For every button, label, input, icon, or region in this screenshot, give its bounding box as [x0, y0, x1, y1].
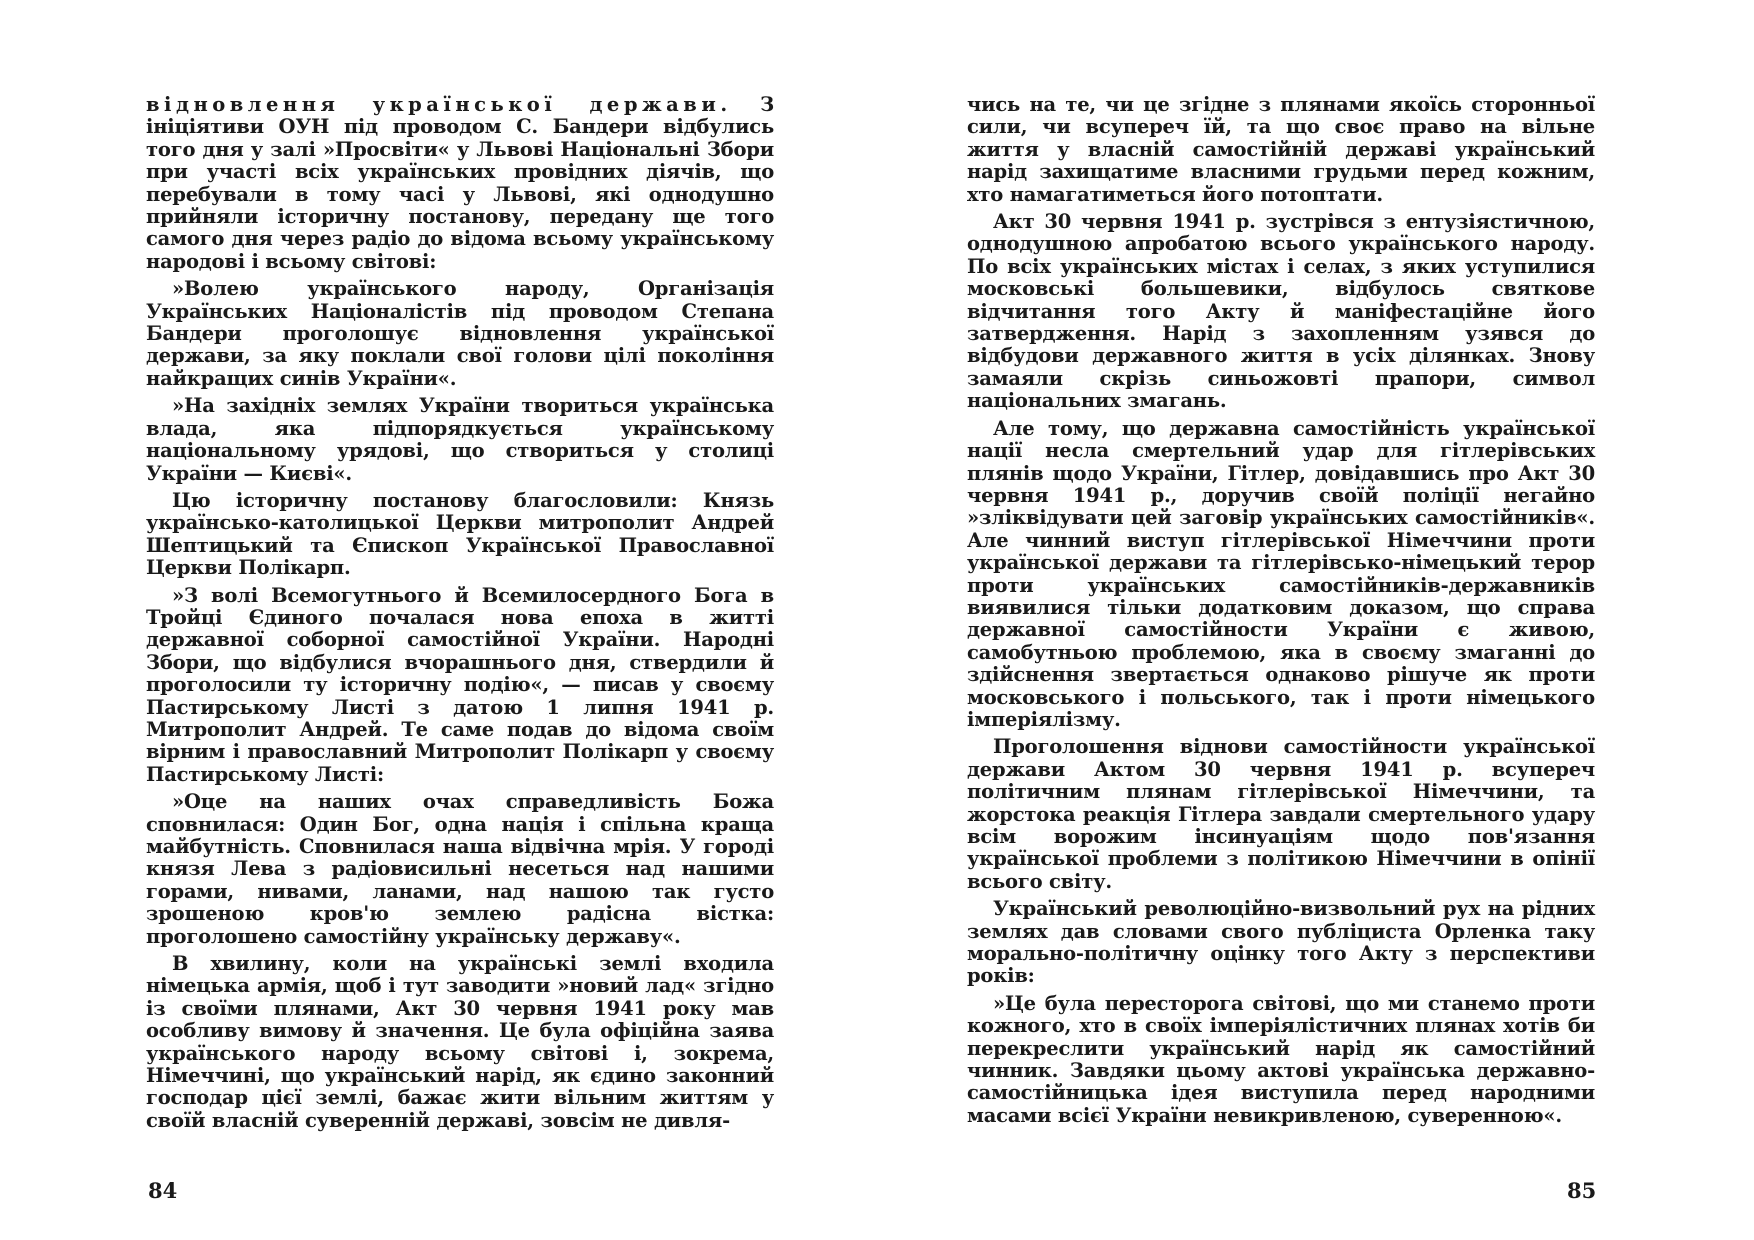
left-paragraph-6: В хвилину, коли на українські землі входила німецька армія, щоб і тут заводити »новий лад« згідно із своїми плянами, Акт 30 червня 1941 року мав особливу вимову й значення. Це була офіційна заява українського народу всьому світові і, зокрема, Німеччині, що український нарід, як єдино законний господар цієї землі, бажає жити вільним життям у своїй власній суверенній державі, зовсім не дивля-: [146, 952, 774, 1132]
right-paragraph-5: »Це була перестoрога світові, що ми станемо проти кожного, хто в своїх імперіялістичних плянах хотів би перекреслити український нарід як самостійний чинник. Завдяки цьому актові українська державно-самостійницька ідея виступила перед народними масами всієї України невикривленою, суверенною«.: [967, 991, 1595, 1127]
left-paragraph-2: »На західніх землях України твориться українська влада, яка підпорядкується українському національному урядові, що створиться у столиці України — Києві«.: [146, 394, 774, 485]
spaced-heading-phrase: відновлення української держави.: [146, 93, 732, 116]
right-page-text-column: [967, 94, 1595, 1127]
right-paragraph-3: Проголошення віднови самостійности української держави Актом 30 червня 1941 р. всупереч політичним плянам гітлерівської Німеччини, та жорстока реакція Гітлера завдали смертельного удару всім ворожим інсинуаціям щодо пов'язання української проблеми з політикою Німеччини в опінії всього світу.: [967, 735, 1595, 893]
left-paragraph-0-rest: З ініціятиви ОУН під проводом С. Бандери відбулись того дня у залі »Просвіти« у Львові Національні Збори при участі всіх українських провідних діячів, що перебували в тому часі у Львові, які однодушно прийняли історичну постанову, передану ще того самого дня через радіо до відома всьому українському народові і всьому світові:: [146, 93, 774, 273]
left-paragraph-3: Цю історичну постанову благословили: Князь українсько-католицької Церкви митрополит Андрей Шептицький та Єпископ Української Православної Церкви Полікарп.: [146, 488, 774, 580]
right-paragraph-2: Але тому, що державна самостійність української нації несла смертельний удар для гітлерівських плянів щодо України, Гітлер, довідавшись про Акт 30 червня 1941 р., доручив своїй поліції негайно »зліквідувати цей заговір українських самостійників«. Але чинний виступ гітлерівської Німеччини проти української держави та гітлерівсько-німецький терор проти українських самостійників-державників виявилися тільки додатковим доказом, що справа державної самостійности України є живою, самобутньою проблемою, яка в своєму змаганні до здійснення звертається однаково рішуче як проти московського і польського, так і проти німецького імперіялізму.: [967, 416, 1595, 731]
left-paragraph-5: »Оце на наших очах справедливість Божа сповнилася: Один Бог, одна нація і спільна краща майбутність. Сповнилася наша відвічна мрія. У городі князя Лева з радіовисильні несеться над нашими горами, нивами, ланами, над нашою так густо зрошеною кров'ю землею радісна вістка: проголошено самостійну українську державу«.: [146, 790, 774, 948]
left-page-number: 84: [148, 1178, 178, 1203]
left-page-text-column: [146, 94, 774, 1132]
left-paragraph-0: [146, 94, 774, 273]
right-paragraph-1: Акт 30 червня 1941 р. зустрівся з ентузіястичною, однодушною апробатою всього українського народу. По всіх українських містах і селах, з яких уступилися московські большевики, відбулось святкове відчитання того Акту й маніфестаційне його затвердження. Нарід з захопленням узявся до відбудови державного життя в усіх ділянках. Знову замаяли скрізь синьожовті прапори, символ національних змагань.: [967, 210, 1595, 413]
left-paragraph-1: »Волею українського народу, Організація Українських Націоналістів під проводом Степана Бандери проголошує відновлення української держави, за яку поклали свої голови цілі покоління найкращих синів України«.: [146, 277, 774, 390]
right-paragraph-4: Український революційно-визвольний рух на рідних землях дав словами свого публіциста Орленка таку морально-політичну оцінку того Акту з перспективи років:: [967, 897, 1595, 988]
left-paragraph-4: »З волі Всемогутнього й Всемилосердного Бога в Тройці Єдиного почалася нова епоха в житті державної соборної самостійної України. Народні Збори, що відбулися вчорашнього дня, ствердили й проголосили ту історичну подію«, — писав у своєму Пастирському Листі з датою 1 липня 1941 р. Митрополит Андрей. Те саме подав до відома своїм вірним і православний Митрополит Полікарп у своєму Пастирському Листі:: [146, 583, 774, 786]
right-page-number: 85: [1567, 1178, 1597, 1203]
right-page: [877, 0, 1754, 1240]
right-paragraph-0: чись на те, чи це згідне з плянами якоїсь сторонньої сили, чи всупереч їй, та що своє право на вільне життя у власній самостійній державі український нарід захищатиме власними грудьми перед кожним, хто намагатиметься його потоптати.: [967, 93, 1595, 206]
